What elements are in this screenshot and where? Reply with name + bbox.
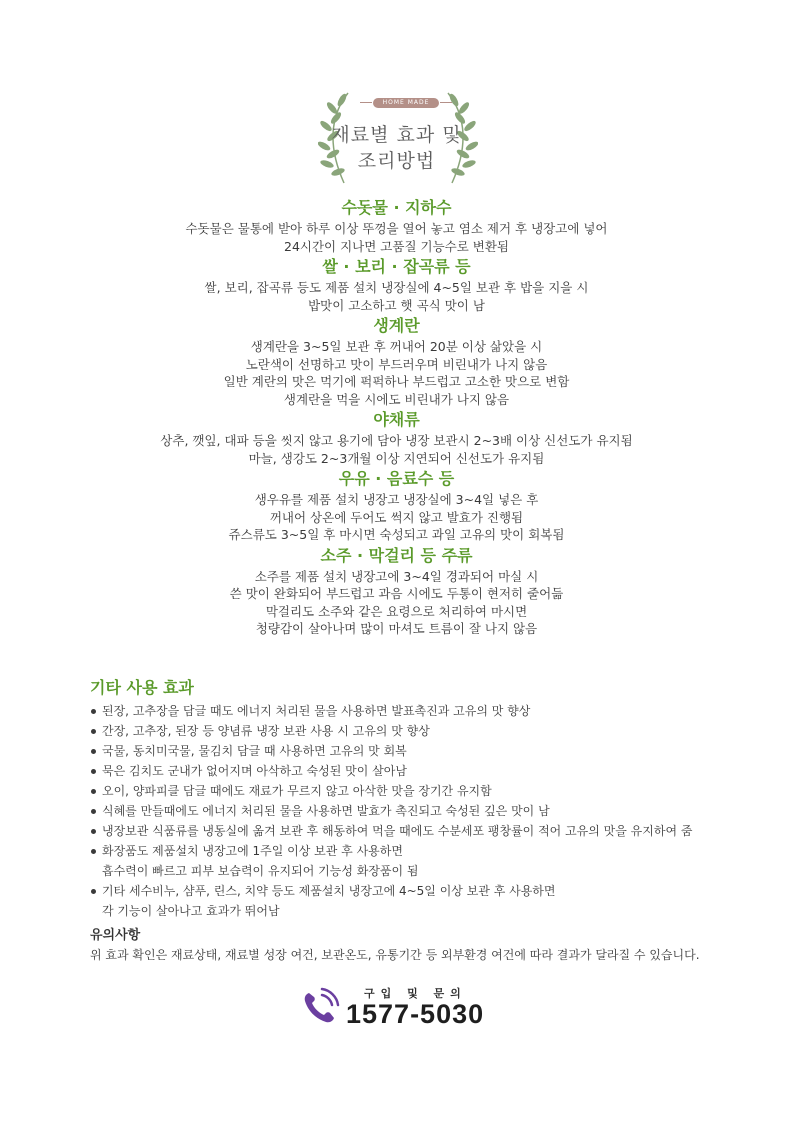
list-item — [90, 881, 720, 921]
list-item — [90, 801, 720, 821]
section-grains — [0, 255, 793, 314]
section-line: 소주를 제품 설치 냉장고에 3~4일 경과되어 마실 시 — [254, 568, 539, 584]
section-line: 쓴 맛이 완화되어 부드럽고 과음 시에도 두통이 현저히 줄어듦 — [229, 586, 564, 601]
section-title: 수돗물 · 지하수 — [341, 198, 452, 217]
section-line: 마늘, 생강도 2~3개월 이상 지연되어 신선도가 유지됨 — [248, 450, 545, 466]
section-line: 일반 계란의 맛은 먹기에 퍽퍽하나 부드럽고 고소한 맛으로 변함 — [223, 374, 570, 389]
list-item — [90, 701, 720, 721]
list-item-continuation: 각 기능이 살아나고 효과가 뛰어남 — [102, 904, 280, 918]
page-title-line2: 조리방법 — [357, 150, 436, 172]
section-line: 막걸리도 소주와 같은 요령으로 처리하여 마시면 — [265, 603, 528, 619]
list-item-text: 냉장보관 식품류를 냉동실에 옮겨 보관 후 해동하여 먹을 때에도 수분세포 팽창률이 적어 고유의 맛을 유지하여 줌 — [102, 824, 693, 838]
section-line: 청량감이 살아나며 많이 마셔도 트름이 잘 나지 않음 — [255, 621, 538, 636]
section-line: 쥬스류도 3~5일 후 마시면 숙성되고 과일 고유의 맛이 회복됨 — [228, 527, 565, 542]
list-item-continuation: 흡수력이 빠르고 피부 보습력이 유지되어 기능성 화장품이 됨 — [102, 864, 419, 878]
caution-title: 유의사항 — [90, 928, 141, 943]
section-title: 쌀 · 보리 · 잡곡류 등 — [322, 257, 471, 276]
section-line: 상추, 깻잎, 대파 등을 씻지 않고 용기에 담아 냉장 보관시 2~3배 이상 신선도가 유지됨 — [160, 433, 633, 448]
list-item — [90, 781, 720, 801]
section-line: 노란색이 선명하고 맛이 부드러우며 비린내가 나지 않음 — [245, 356, 548, 372]
other-effects-list — [90, 701, 720, 921]
section-line: 수돗물은 물통에 받아 하루 이상 뚜껑을 열어 놓고 염소 제거 후 냉장고에 넣어 — [185, 221, 608, 236]
section-line: 생계란을 먹을 시에도 비린내가 나지 않음 — [283, 391, 510, 407]
section-title: 야채류 — [373, 410, 420, 429]
section-raw-eggs — [0, 314, 793, 408]
list-item-text: 간장, 고추장, 된장 등 양념류 냉장 보관 사용 시 고유의 맛 향상 — [102, 724, 430, 738]
section-line: 꺼내어 상온에 두어도 썩지 않고 발효가 진행됨 — [269, 509, 524, 525]
list-item — [90, 721, 720, 741]
section-milk-drinks — [0, 467, 793, 544]
list-item-text: 화장품도 제품설치 냉장고에 1주일 이상 보관 후 사용하면 — [102, 844, 403, 858]
section-vegetables — [0, 408, 793, 467]
section-liquor — [0, 544, 793, 638]
section-line: 쌀, 보리, 잡곡류 등도 제품 설치 냉장실에 4~5일 보관 후 밥을 지을 시 — [204, 280, 589, 295]
page-title-line1: 재료별 효과 및 — [331, 124, 462, 146]
phone-icon — [300, 987, 340, 1027]
list-item — [90, 821, 720, 841]
list-item-text: 국물, 동치미국물, 물김치 담글 때 사용하면 고유의 맛 회복 — [102, 744, 407, 758]
list-item-text: 오이, 양파피클 담글 때에도 재료가 무르지 않고 아삭한 맛을 장기간 유지함 — [102, 784, 492, 798]
badge-line-right — [440, 102, 452, 103]
contact-phone-number[interactable]: 1577-5030 — [346, 999, 485, 1029]
section-line: 밥맛이 고소하고 햇 곡식 맛이 남 — [308, 297, 485, 313]
home-made-badge: HOME MADE — [373, 98, 439, 108]
list-item-text: 식혜를 만들때에도 에너지 처리된 물을 사용하면 발효가 촉진되고 숙성된 깊은 맛이 남 — [102, 804, 550, 818]
contact-block — [300, 985, 500, 1035]
list-item — [90, 741, 720, 761]
other-effects-title: 기타 사용 효과 — [90, 678, 194, 697]
list-item-text: 된장, 고추장을 담글 때도 에너지 처리된 물을 사용하면 발표촉진과 고유의 맛 향상 — [102, 704, 531, 718]
ingredient-sections — [0, 196, 793, 638]
section-title: 생계란 — [373, 316, 420, 335]
badge-line-left — [360, 102, 372, 103]
contact-label: 구입 및 문의 — [364, 987, 467, 1000]
list-item-text: 기타 세수비누, 샴푸, 린스, 치약 등도 제품설치 냉장고에 4~5일 이상 보관 후 사용하면 — [102, 884, 556, 898]
section-title: 우유 · 음료수 등 — [338, 469, 455, 488]
section-line: 24시간이 지나면 고품질 기능수로 변환됨 — [284, 238, 509, 254]
list-item — [90, 841, 720, 881]
section-title: 소주 · 막걸리 등 주류 — [320, 545, 473, 565]
list-item — [90, 761, 720, 781]
caution-text: 위 효과 확인은 재료상태, 재료별 성장 여건, 보관온도, 유통기간 등 외부환경 여건에 따라 결과가 달라질 수 있습니다. — [90, 948, 700, 962]
section-line: 생우유를 제품 설치 냉장고 냉장실에 3~4일 넣은 후 — [254, 492, 539, 507]
section-tap-water — [0, 196, 793, 255]
list-item-text: 묵은 김치도 군내가 없어지며 아삭하고 숙성된 맛이 살아남 — [102, 764, 407, 778]
section-line: 생계란을 3~5일 보관 후 꺼내어 20분 이상 삶았을 시 — [250, 339, 543, 354]
